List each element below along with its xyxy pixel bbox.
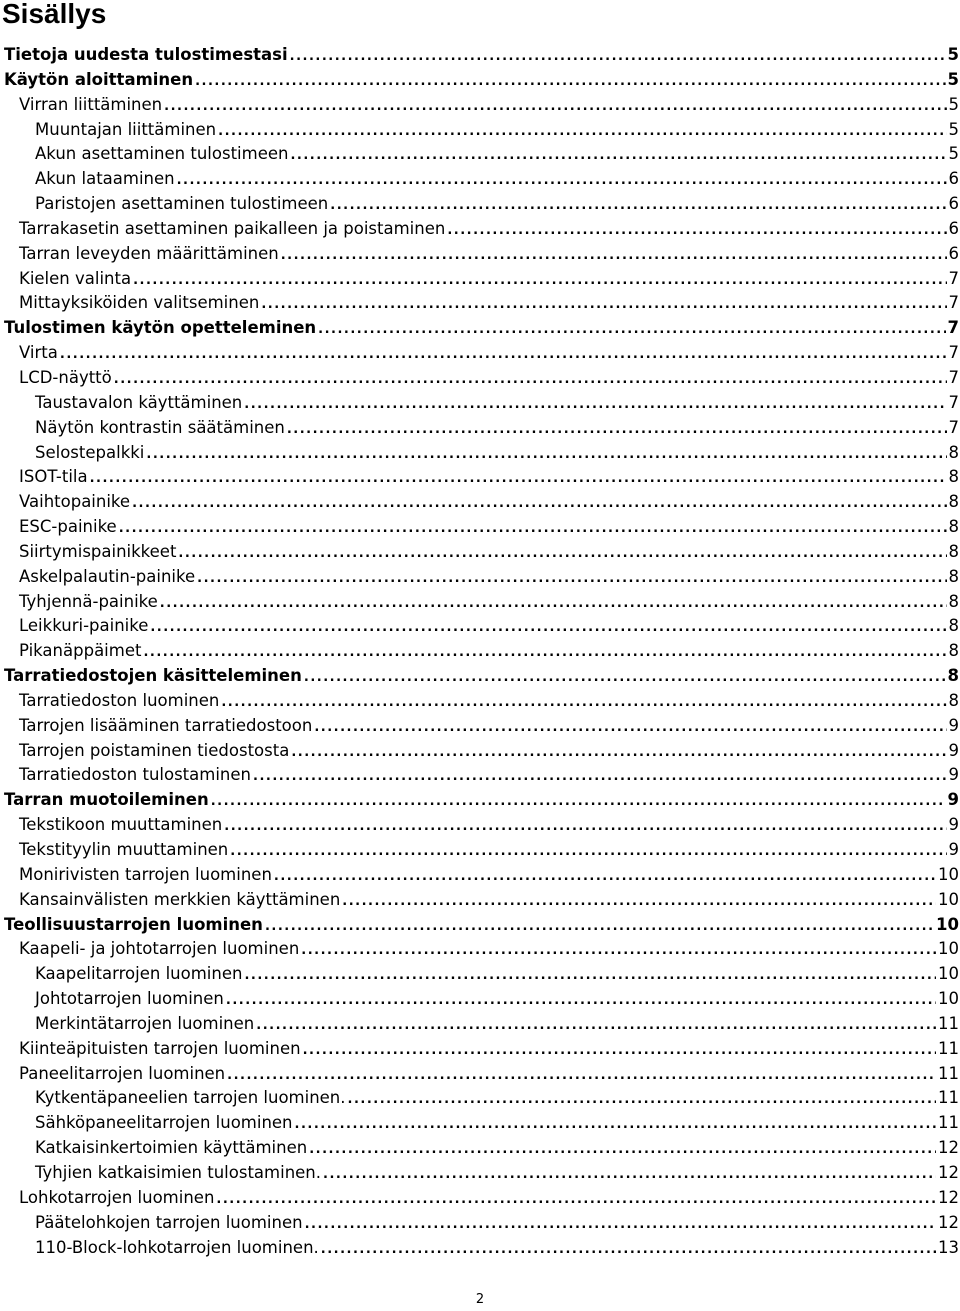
toc-entry[interactable] (0, 242, 960, 267)
dot-leader (256, 1014, 936, 1039)
toc-entry-page: 8 (948, 492, 959, 512)
toc-entry-title: Leikkuri-painike (19, 616, 149, 636)
toc-entry[interactable] (0, 515, 960, 540)
dot-leader (211, 790, 946, 815)
toc-entry-page: 8 (948, 641, 959, 661)
toc-entry-title: Tarratiedoston luominen (19, 690, 220, 710)
toc-entry-page: 11 (938, 1038, 959, 1058)
toc-entry[interactable] (0, 465, 960, 490)
toc-entry-page: 8 (948, 591, 959, 611)
toc-entry-title: Askelpalautin-painike (19, 566, 196, 586)
toc-entry[interactable] (0, 664, 960, 689)
toc-entry[interactable] (0, 43, 960, 68)
toc-entry[interactable] (0, 1062, 960, 1087)
dot-leader (290, 144, 946, 169)
toc-entry-title: Tarrojen lisääminen tarratiedostoon (19, 715, 313, 735)
toc-entry-page: 8 (948, 690, 959, 710)
toc-entry-title: Katkaisinkertoimien käyttäminen (35, 1138, 308, 1158)
dot-leader (323, 1163, 936, 1188)
toc-entry-page: 9 (948, 740, 959, 760)
dot-leader (150, 616, 946, 641)
toc-entry[interactable] (0, 540, 960, 565)
toc-entry-page: 8 (948, 517, 959, 537)
toc-entry[interactable] (0, 987, 960, 1012)
toc-entry-title: ESC-painike (19, 517, 117, 537)
toc-entry-title: Tulostimen käytön opetteleminen (4, 318, 317, 338)
dot-leader (160, 592, 947, 617)
toc-entry-page: 12 (938, 1187, 959, 1207)
dot-leader (290, 45, 946, 70)
dot-leader (224, 815, 946, 840)
toc-entry[interactable] (0, 441, 960, 466)
toc-entry-page: 8 (948, 541, 959, 561)
toc-entry-page: 10 (938, 964, 959, 984)
toc-entry-title: Paneelitarrojen luominen (19, 1063, 226, 1083)
toc-entry-title: Tyhjennä-painike (19, 591, 158, 611)
toc-entry-title: Tietoja uudesta tulostimestasi (4, 45, 288, 64)
dot-leader (114, 368, 947, 393)
toc-entry-title: Tarran muotoileminen (4, 790, 209, 810)
toc-entry-title: Akun asettaminen tulostimeen (35, 144, 289, 164)
dot-leader (60, 343, 947, 368)
toc-entry-title: Tarran leveyden määrittäminen (19, 243, 279, 263)
table-of-contents (0, 43, 960, 1260)
toc-entry[interactable] (0, 167, 960, 192)
toc-entry-title: Sähköpaneelitarrojen luominen (35, 1113, 293, 1133)
dot-leader (309, 1138, 936, 1163)
dot-leader (195, 70, 945, 95)
dot-leader (164, 95, 946, 120)
toc-entry-page: 9 (948, 765, 959, 785)
toc-entry-page: 11 (938, 1088, 959, 1108)
toc-entry-page: 6 (948, 243, 959, 263)
toc-entry-title: Selostepalkki (35, 442, 145, 462)
toc-entry[interactable] (0, 1136, 960, 1161)
toc-entry-title: Mittayksiköiden valitseminen (19, 293, 260, 313)
toc-entry-page: 6 (948, 194, 959, 214)
toc-entry-page: 7 (947, 318, 959, 338)
toc-entry[interactable] (0, 391, 960, 416)
toc-entry-title: Käytön aloittaminen (4, 69, 194, 89)
dot-leader (301, 939, 936, 964)
toc-entry-title: Tarrojen poistaminen tiedostosta (19, 740, 290, 760)
dot-leader (447, 219, 946, 244)
toc-entry[interactable] (0, 118, 960, 143)
toc-entry[interactable] (0, 714, 960, 739)
dot-leader (304, 666, 946, 691)
toc-entry-page: 8 (948, 442, 959, 462)
toc-entry-title: Siirtymispainikkeet (19, 541, 177, 561)
dot-leader (221, 691, 946, 716)
toc-entry-page: 7 (948, 343, 959, 363)
toc-entry-page: 9 (948, 815, 959, 835)
toc-entry[interactable] (0, 366, 960, 391)
toc-entry-page: 7 (948, 293, 959, 313)
toc-entry-title: Kaapeli- ja johtotarrojen luominen (19, 939, 300, 959)
toc-entry-title: 110-Block-lohkotarrojen luominen. (35, 1237, 319, 1257)
dot-leader (314, 716, 946, 741)
toc-entry-title: Tekstikoon muuttaminen (19, 815, 223, 835)
toc-entry-title: Akun lataaminen (35, 169, 175, 189)
dot-leader (197, 567, 946, 592)
dot-leader (253, 765, 947, 790)
toc-entry-title: Kiinteäpituisten tarrojen luominen (19, 1038, 301, 1058)
dot-leader (303, 1039, 936, 1064)
dot-leader (133, 269, 946, 294)
toc-entry-page: 6 (948, 218, 959, 238)
toc-entry-page: 8 (948, 467, 959, 487)
dot-leader (216, 1188, 936, 1213)
toc-entry-page: 8 (947, 666, 959, 686)
toc-entry-title: Teollisuustarrojen luominen (4, 914, 263, 934)
page-number: 2 (475, 1292, 485, 1307)
toc-entry-title: Johtotarrojen luominen (35, 989, 224, 1009)
toc-entry[interactable] (0, 937, 960, 962)
toc-entry[interactable] (0, 614, 960, 639)
toc-entry[interactable] (0, 142, 960, 167)
toc-entry-page: 7 (948, 367, 959, 387)
dot-leader (318, 318, 945, 343)
dot-leader (119, 517, 947, 542)
toc-entry[interactable] (0, 316, 960, 341)
dot-leader (244, 964, 936, 989)
toc-entry-page: 7 (948, 268, 959, 288)
toc-entry-page: 12 (938, 1212, 959, 1232)
toc-entry-page: 5 (947, 69, 959, 89)
toc-entry-page: 9 (947, 790, 959, 810)
toc-entry-page: 13 (938, 1237, 959, 1257)
toc-entry[interactable] (0, 813, 960, 838)
dot-leader (348, 1088, 936, 1113)
toc-entry[interactable] (0, 1012, 960, 1037)
toc-entry-title: Tekstityylin muuttaminen (19, 840, 229, 859)
toc-entry-page: 11 (938, 1113, 959, 1133)
toc-entry-title: Kansainvälisten merkkien käyttäminen (19, 889, 341, 909)
toc-entry-page: 8 (948, 616, 959, 636)
toc-entry[interactable] (0, 1111, 960, 1136)
toc-entry-page: 9 (948, 715, 959, 735)
toc-entry-page: 8 (948, 566, 959, 586)
dot-leader (226, 989, 936, 1014)
toc-title: Sisällys (2, 0, 107, 29)
toc-entry-title: Virta (19, 343, 58, 363)
toc-entry-title: Tarratiedostojen käsitteleminen (4, 666, 302, 686)
dot-leader (230, 840, 946, 865)
toc-entry-title: Tarratiedoston tulostaminen (19, 765, 251, 785)
toc-entry-title: Kytkentäpaneelien tarrojen luominen. (35, 1088, 346, 1108)
toc-entry[interactable] (0, 490, 960, 515)
toc-entry-title: Virran liittäminen (19, 94, 163, 114)
dot-leader (305, 1213, 936, 1238)
toc-entry-title: Tarrakasetin asettaminen paikalleen ja poistaminen (19, 218, 446, 238)
toc-entry[interactable] (0, 1211, 960, 1236)
dot-leader (227, 1064, 936, 1089)
toc-entry-page: 12 (938, 1138, 959, 1158)
dot-leader (281, 244, 947, 269)
toc-entry[interactable] (0, 689, 960, 714)
toc-entry-page: 10 (936, 914, 959, 934)
dot-leader (321, 1238, 936, 1263)
dot-leader (132, 492, 946, 517)
toc-entry[interactable] (0, 565, 960, 590)
toc-entry-page: 5 (948, 94, 959, 114)
toc-entry-title: ISOT-tila (19, 467, 88, 487)
dot-leader (274, 865, 936, 890)
toc-entry-title: Näytön kontrastin säätäminen (35, 417, 285, 437)
dot-leader (244, 393, 946, 418)
toc-entry[interactable] (0, 341, 960, 366)
dot-leader (218, 120, 946, 145)
toc-entry-page: 5 (948, 119, 959, 139)
toc-entry-page: 10 (938, 889, 959, 909)
toc-entry-title: LCD-näyttö (19, 367, 112, 387)
toc-entry[interactable] (0, 838, 960, 863)
toc-entry[interactable] (0, 1037, 960, 1062)
toc-entry-title: Vaihtopainike (19, 492, 131, 512)
toc-entry-title: Pikanäppäimet (19, 641, 142, 661)
toc-entry[interactable] (0, 639, 960, 664)
dot-leader (265, 915, 934, 940)
toc-entry-page: 7 (948, 392, 959, 412)
toc-entry[interactable] (0, 913, 960, 938)
toc-entry-title: Muuntajan liittäminen (35, 119, 217, 139)
toc-entry[interactable] (0, 93, 960, 118)
dot-leader (295, 1113, 936, 1138)
toc-entry[interactable] (0, 739, 960, 764)
toc-entry[interactable] (0, 217, 960, 242)
toc-entry[interactable] (0, 763, 960, 788)
toc-entry[interactable] (0, 888, 960, 913)
dot-leader (90, 467, 947, 492)
dot-leader (143, 641, 946, 666)
toc-entry-title: Päätelohkojen tarrojen luominen (35, 1212, 303, 1232)
toc-entry-page: 9 (948, 840, 959, 859)
toc-entry-page: 10 (938, 864, 959, 884)
dot-leader (261, 293, 946, 318)
toc-entry-page: 11 (938, 1013, 959, 1033)
toc-entry-title: Monirivisten tarrojen luominen (19, 864, 272, 884)
toc-entry[interactable] (0, 1186, 960, 1211)
dot-leader (146, 443, 946, 468)
toc-entry-title: Lohkotarrojen luominen (19, 1187, 215, 1207)
toc-entry[interactable] (0, 788, 960, 813)
toc-entry-page: 10 (938, 989, 959, 1009)
dot-leader (330, 194, 946, 219)
toc-entry[interactable] (0, 1161, 960, 1186)
toc-entry[interactable] (0, 1236, 960, 1261)
dot-leader (177, 169, 947, 194)
toc-entry-title: Taustavalon käyttäminen (35, 392, 243, 412)
toc-entry[interactable] (0, 267, 960, 292)
dot-leader (342, 890, 936, 915)
dot-leader (178, 542, 946, 567)
toc-entry[interactable] (0, 1086, 960, 1111)
toc-entry[interactable] (0, 291, 960, 316)
toc-entry[interactable] (0, 962, 960, 987)
dot-leader (291, 741, 946, 766)
dot-leader (287, 418, 947, 443)
toc-entry[interactable] (0, 192, 960, 217)
toc-entry-title: Paristojen asettaminen tulostimeen (35, 194, 329, 214)
toc-entry-page: 7 (948, 417, 959, 437)
toc-entry-page: 11 (938, 1063, 959, 1083)
toc-entry-title: Kielen valinta (19, 268, 132, 288)
toc-entry[interactable] (0, 863, 960, 888)
toc-entry-title: Merkintätarrojen luominen (35, 1013, 255, 1033)
toc-entry-title: Kaapelitarrojen luominen (35, 964, 243, 984)
toc-entry-title: Tyhjien katkaisimien tulostaminen. (35, 1162, 322, 1182)
toc-entry-page: 5 (947, 45, 959, 64)
toc-entry[interactable] (0, 590, 960, 615)
toc-entry-page: 10 (938, 939, 959, 959)
toc-entry[interactable] (0, 68, 960, 93)
toc-entry-page: 12 (938, 1162, 959, 1182)
toc-entry-page: 6 (948, 169, 959, 189)
toc-entry-page: 5 (948, 144, 959, 164)
toc-entry[interactable] (0, 416, 960, 441)
